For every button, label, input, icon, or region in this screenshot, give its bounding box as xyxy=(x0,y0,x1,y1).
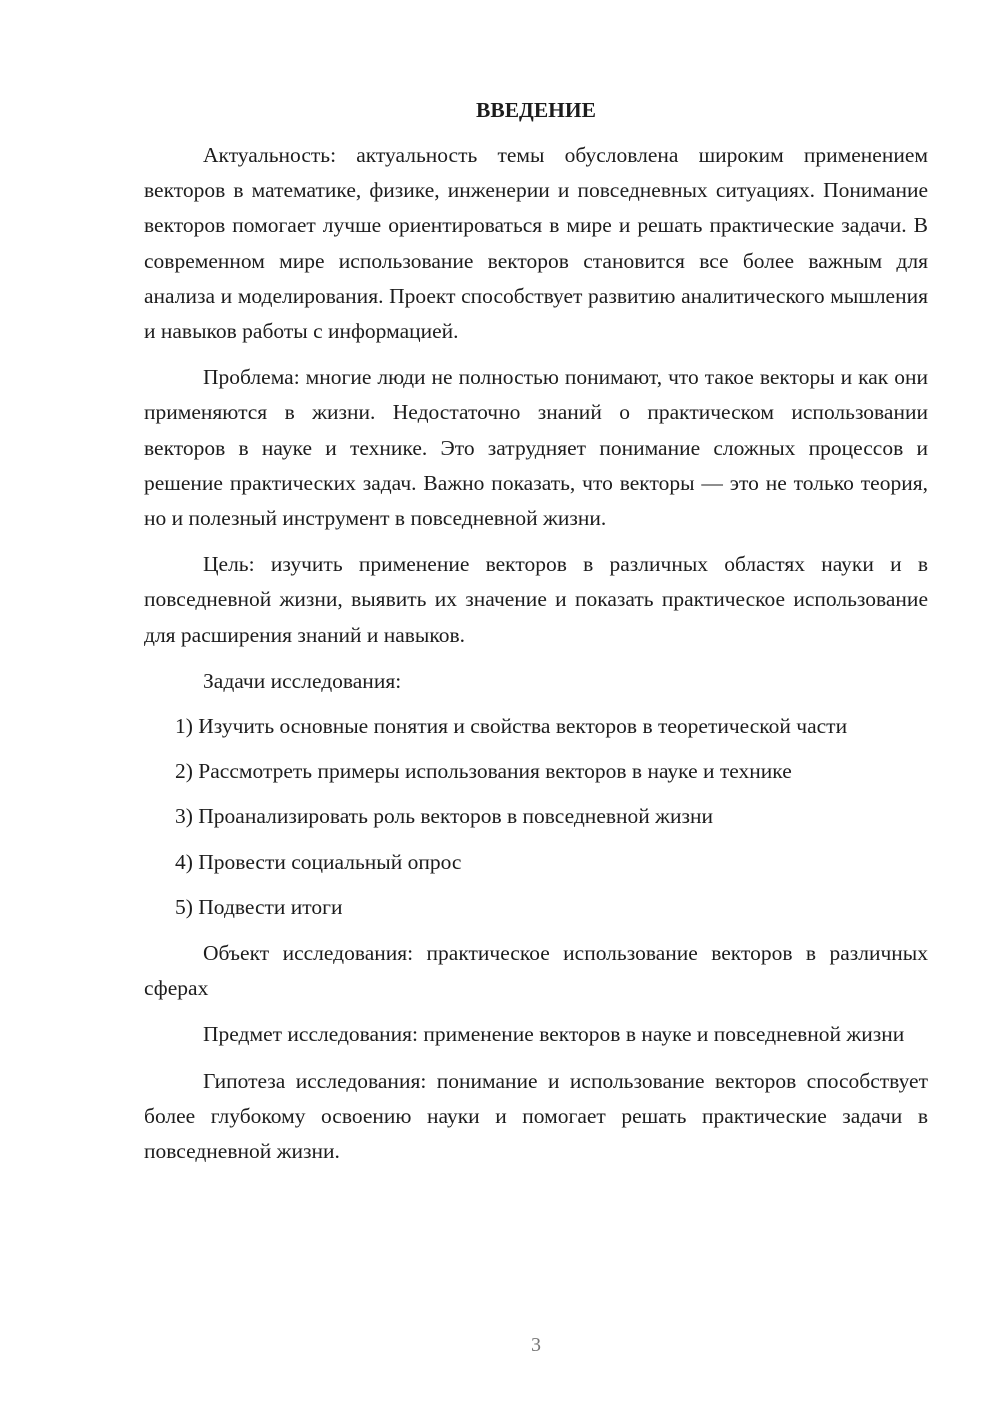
page-content xyxy=(144,93,928,1169)
paragraph-object: Объект исследования: практическое использование векторов в различных сферах xyxy=(144,941,928,1001)
paragraph-hypothesis: Гипотеза исследования: понимание и использование векторов способствует более глубокому освоению науки и помогает решать практические задачи в повседневной жизни. xyxy=(144,1068,928,1164)
list-item: 1) Изучить основные понятия и свойства векторов в теоретической части xyxy=(175,714,848,739)
tasks-heading: Задачи исследования: xyxy=(203,668,402,693)
paragraph-problem: Проблема: многие люди не полностью понимают, что такое векторы и как они применяются в жизни. Недостаточно знаний о практическом использовании векторов в науке и технике. Это затрудняет понимание сложных процессов и решение практических задач. Важно показать, что векторы — это не только теория, но и полезный инструмент в повседневной жизни. xyxy=(144,365,928,531)
list-item: 2) Рассмотреть примеры использования векторов в науке и технике xyxy=(175,759,792,784)
section-title: ВВЕДЕНИЕ xyxy=(476,98,596,122)
paragraph-goal: Цель: изучить применение векторов в различных областях науки и в повседневной жизни, выявить их значение и показать практическое использование для расширения знаний и навыков. xyxy=(144,552,928,647)
list-item: 5) Подвести итоги xyxy=(175,894,343,919)
list-item: 4) Провести социальный опрос xyxy=(175,849,462,874)
list-item: 3) Проанализировать роль векторов в повседневной жизни xyxy=(175,804,714,829)
page-number: 3 xyxy=(531,1334,541,1356)
paragraph-subject: Предмет исследования: применение векторов в науке и повседневной жизни xyxy=(203,1022,905,1047)
paragraph-relevance: Актуальность: актуальность темы обусловлена широким применением векторов в математике, физике, инженерии и повседневных ситуациях. Понимание векторов помогает лучше ориентироваться в мире и решать практические задачи. В современном мире использование векторов становится все более важным для анализа и моделирования. Проект способствует развитию аналитического мышления и навыков работы с информацией. xyxy=(144,143,928,344)
